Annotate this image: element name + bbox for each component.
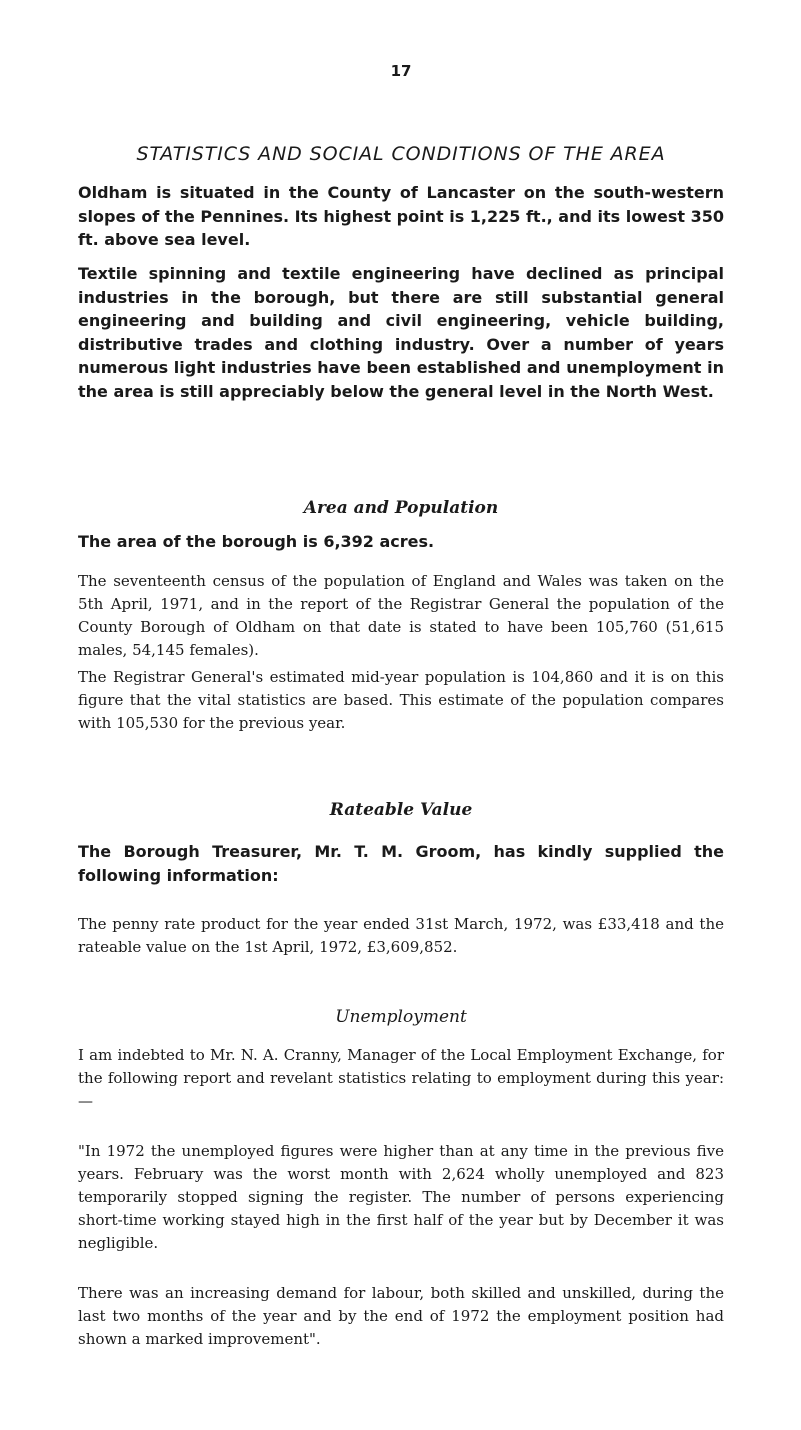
intro-paragraph-2: Textile spinning and textile engineering have declined as principal industries in the borough, but there are still substantial general engineering and building and civil engineering, vehicle building, distributive trades and clothing industry. Over a number of years numerous light industries have been established and unemployment in the area is still appreciably below the general level in the North West. bbox=[78, 264, 724, 401]
report-paragraph-1: "In 1972 the unemployed figures were higher than at any time in the previous five years. February was the worst month with 2,624 wholly unemployed and 823 temporarily stopped signing the register. The number of persons experiencing short-time working stayed high in the first half of the year but by December it was negligible. bbox=[78, 1142, 724, 1252]
treasurer-paragraph: The Borough Treasurer, Mr. T. M. Groom, has kindly supplied the following information: bbox=[78, 842, 724, 885]
report-paragraph-2: There was an increasing demand for labour, both skilled and unskilled, during the last two months of the year and by the end of 1972 the employment position had shown a marked improvement". bbox=[78, 1284, 724, 1348]
estimate-paragraph: The Registrar General's estimated mid-year population is 104,860 and it is on this figure that the vital statistics are based. This estimate of the population compares with 105,530 for the previous year. bbox=[78, 668, 724, 732]
page-title: STATISTICS AND SOCIAL CONDITIONS OF THE AREA bbox=[136, 143, 666, 165]
rate-product-paragraph: The penny rate product for the year ended 31st March, 1972, was £33,418 and the rateable value on the 1st April, 1972, £3,609,852. bbox=[78, 915, 724, 956]
page-number: 17 bbox=[390, 62, 412, 80]
intro-paragraph-1: Oldham is situated in the County of Lancaster on the south-western slopes of the Pennines. Its highest point is 1,225 ft., and its lowest 350 ft. above sea level. bbox=[78, 183, 724, 249]
section-heading-area-population: Area and Population bbox=[303, 498, 499, 518]
census-paragraph: The seventeenth census of the population of England and Wales was taken on the 5th April, 1971, and in the report of the Registrar General the population of the County Borough of Oldham on that date is stated to have been 105,760 (51,615 males, 54,145 females). bbox=[78, 572, 724, 659]
section-heading-unemployment: Unemployment bbox=[335, 1007, 467, 1027]
indebted-paragraph: I am indebted to Mr. N. A. Cranny, Manager of the Local Employment Exchange, for the following report and revelant statistics relating to employment during this year:— bbox=[78, 1046, 724, 1110]
area-paragraph: The area of the borough is 6,392 acres. bbox=[78, 532, 435, 551]
section-heading-rateable-value: Rateable Value bbox=[329, 800, 473, 820]
